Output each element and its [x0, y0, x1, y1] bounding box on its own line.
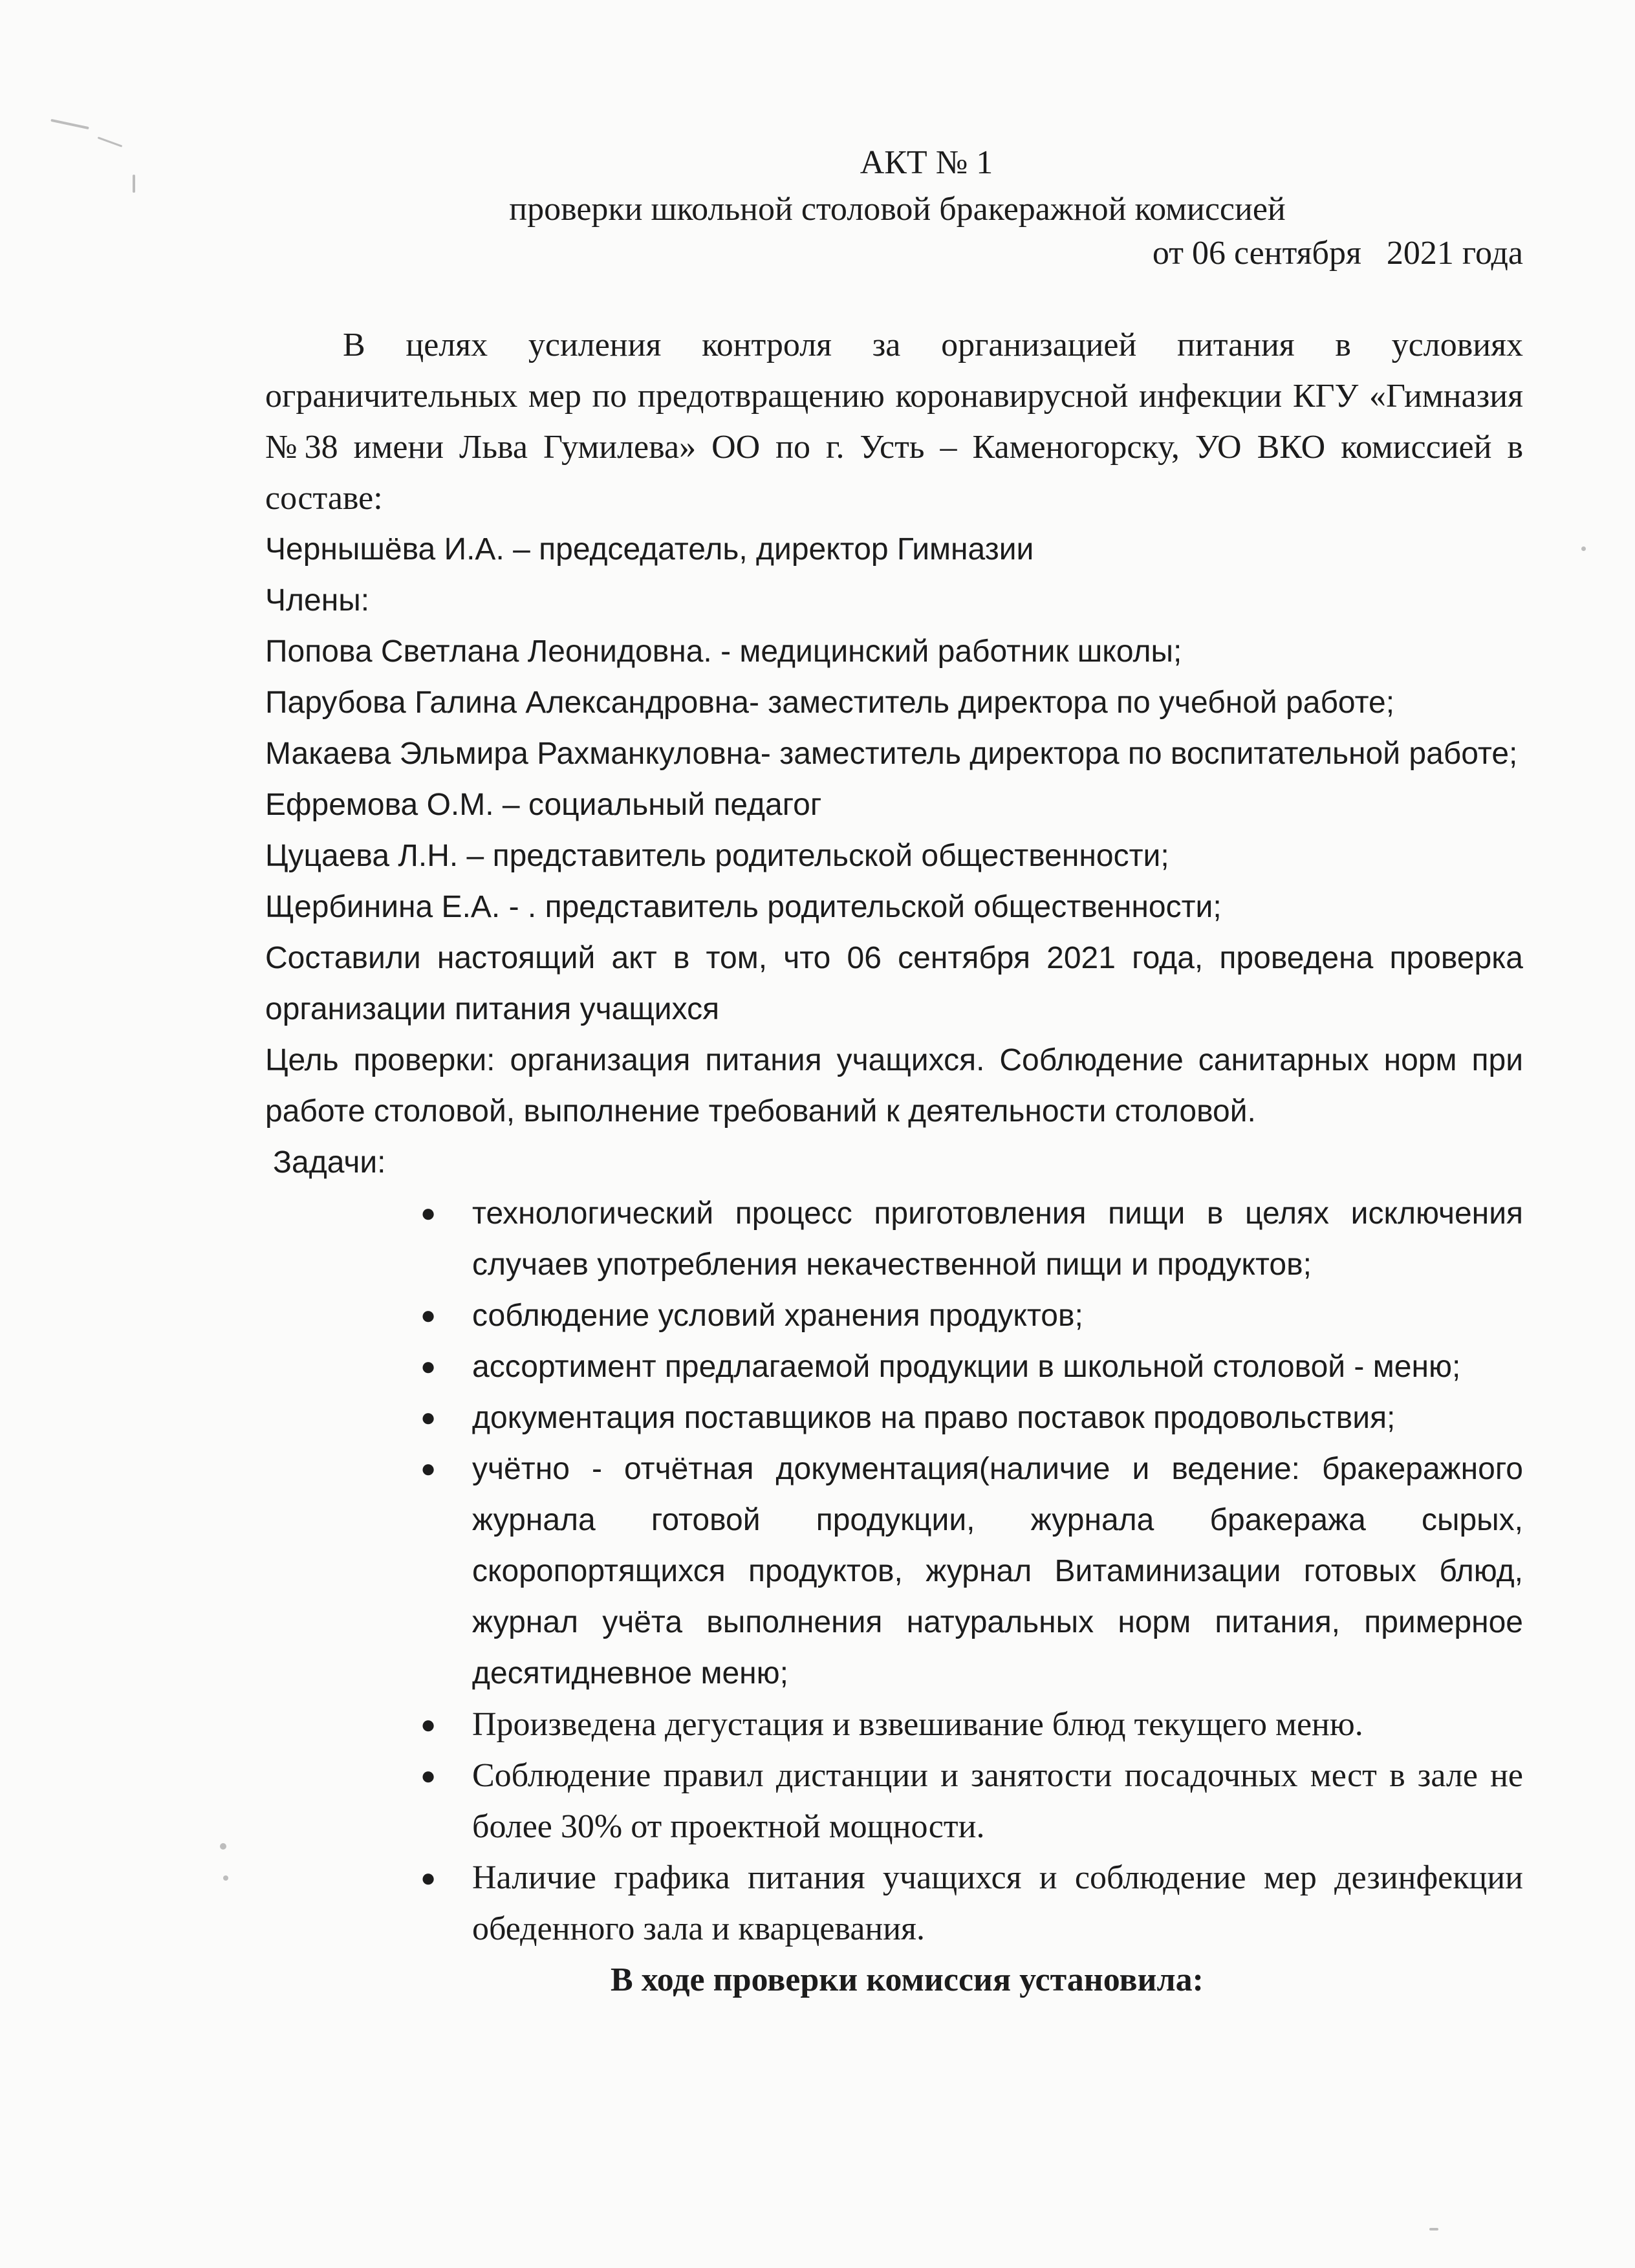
- member-line: Парубова Галина Александровна- заместитель директора по учебной работе;: [265, 686, 1395, 720]
- bullet-icon: ●: [420, 1199, 437, 1227]
- goal-paragraph: Цель проверки: организация питания учащихся. Соблюдение санитарных норм при работе столовой, выполнение требований к деятельности столовой.: [265, 1043, 1523, 1129]
- scan-mark: [223, 1875, 228, 1881]
- task-text: соблюдение условий хранения продуктов;: [472, 1299, 1083, 1333]
- document-subtitle: проверки школьной столовой бракеражной комиссией: [509, 191, 1286, 228]
- task-text: учётно - отчётная документация(наличие и ведение: бракеражного журнала готовой продукции, журнала бракеража сырых, скоропортящихся продуктов, журнал Витаминизации готовых блюд, журнал учёта выполнения натуральных норм питания, примерное десятидневное меню;: [472, 1452, 1523, 1690]
- scan-mark: [98, 136, 123, 147]
- tasks-label: Задачи:: [273, 1145, 386, 1180]
- member-line: Щербинина Е.А. - . представитель родительской общественности;: [265, 890, 1222, 924]
- tasks-list: [265, 1188, 1523, 1954]
- bullet-icon: ●: [420, 1454, 437, 1483]
- document-page: [265, 142, 1523, 2005]
- task-item: [414, 1699, 1523, 1750]
- scan-mark: [133, 175, 135, 193]
- member-line: Ефремова О.М. – социальный педагог: [265, 788, 822, 822]
- document-title: АКТ № 1: [860, 144, 993, 181]
- statement-paragraph: Составили настоящий акт в том, что 06 сентября 2021 года, проведена проверка организации питания учащихся: [265, 941, 1523, 1026]
- task-item: [414, 1188, 1523, 1290]
- member-line: Цуцаева Л.Н. – представитель родительской общественности;: [265, 839, 1169, 873]
- bullet-icon: ●: [420, 1863, 437, 1892]
- member-line: Макаева Эльмира Рахманкуловна- заместитель директора по воспитательной работе;: [265, 737, 1518, 771]
- intro-paragraph: В целях усиления контроля за организацией питания в условиях ограничительных мер по предотвращению коронавирусной инфекции КГУ «Гимназия №38 имени Льва Гумилева» ОО по г. Усть – Каменогорску, УО ВКО комиссией в составе:: [265, 327, 1523, 517]
- task-item: [414, 1852, 1523, 1954]
- bullet-icon: ●: [420, 1352, 437, 1381]
- bullet-icon: ●: [420, 1403, 437, 1432]
- task-item: [414, 1341, 1523, 1392]
- task-text: Соблюдение правил дистанции и занятости посадочных мест в зале не более 30% от проектной мощности.: [472, 1757, 1523, 1845]
- task-item: [414, 1290, 1523, 1341]
- document-date: от 06 сентября 2021 года: [1152, 235, 1523, 272]
- members-label: Члены:: [265, 583, 370, 618]
- scan-mark: [1581, 546, 1586, 551]
- commission-chair: Чернышёва И.А. – председатель, директор Гимназии: [265, 532, 1034, 567]
- task-text: Наличие графика питания учащихся и соблюдение мер дезинфекции обеденного зала и кварцевания.: [472, 1859, 1523, 1947]
- member-line: Попова Светлана Леонидовна. - медицинский работник школы;: [265, 634, 1182, 669]
- scan-mark: [1429, 2228, 1438, 2230]
- bullet-icon: ●: [420, 1301, 437, 1330]
- task-item: [414, 1750, 1523, 1852]
- scan-mark: [50, 119, 89, 129]
- bullet-icon: ●: [420, 1761, 437, 1790]
- scan-mark: [220, 1843, 226, 1850]
- task-item: [414, 1392, 1523, 1443]
- bullet-icon: ●: [420, 1710, 437, 1739]
- task-text: технологический процесс приготовления пищи в целях исключения случаев употребления некачественной пищи и продуктов;: [472, 1196, 1523, 1282]
- task-item: [414, 1443, 1523, 1699]
- task-text: ассортимент предлагаемой продукции в школьной столовой - меню;: [472, 1350, 1461, 1384]
- task-text: Произведена дегустация и взвешивание блюд текущего меню.: [472, 1706, 1363, 1743]
- task-text: документация поставщиков на право поставок продовольствия;: [472, 1401, 1396, 1435]
- conclusion-heading: В ходе проверки комиссия установила:: [611, 1961, 1204, 1998]
